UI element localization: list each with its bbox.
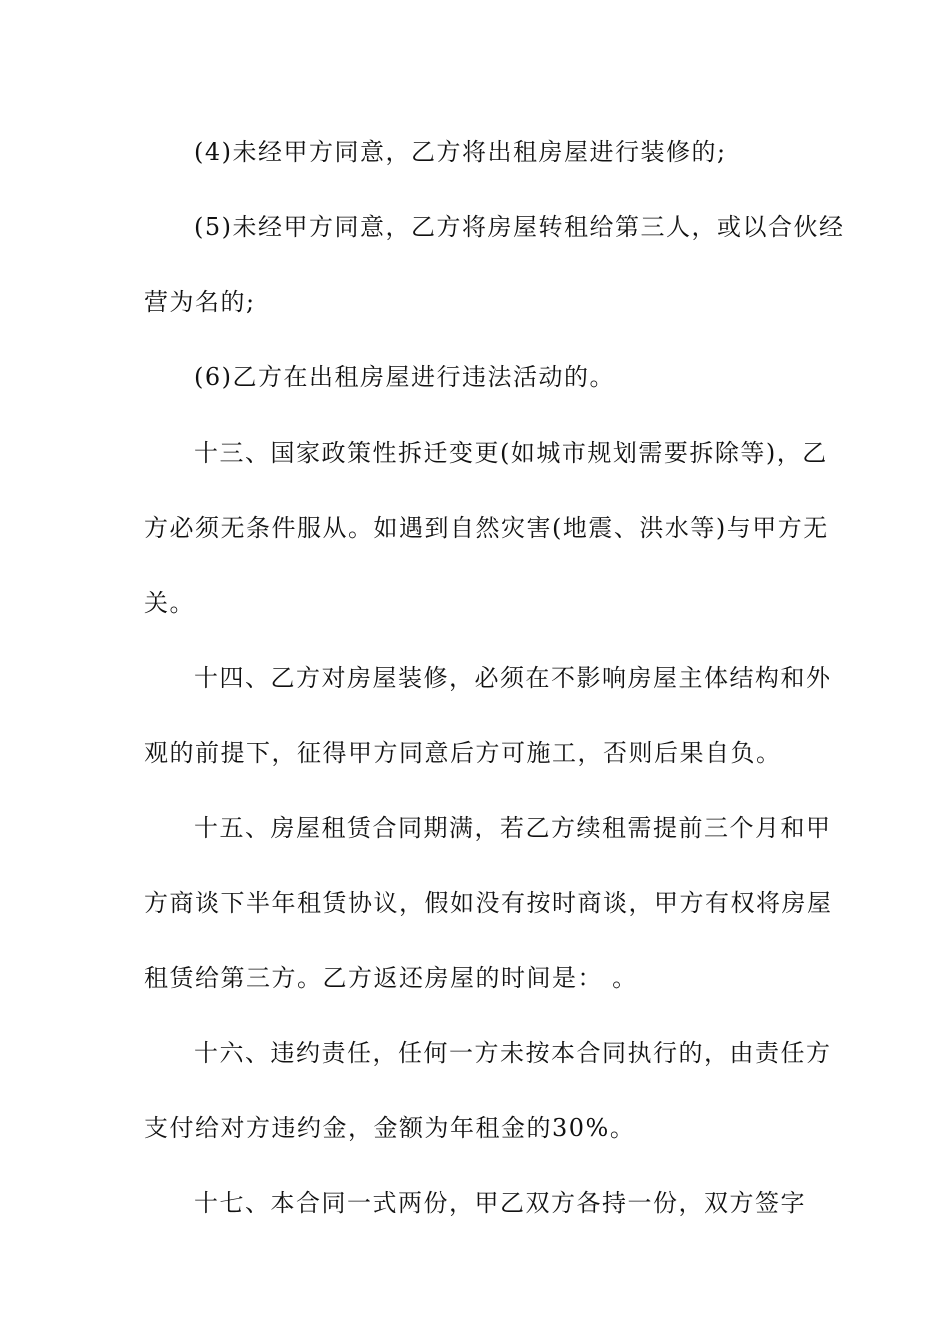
- clause-item-4: (4)未经甲方同意，乙方将出租房屋进行装修的;: [194, 138, 727, 166]
- clause-15-line-2: 方商谈下半年租赁协议，假如没有按时商谈，甲方有权将房屋: [144, 889, 833, 917]
- clause-14-line-2: 观的前提下，征得甲方同意后方可施工，否则后果自负。: [144, 739, 782, 767]
- clause-item-6: (6)乙方在出租房屋进行违法活动的。: [194, 363, 615, 391]
- clause-16-line-1: 十六、违约责任，任何一方未按本合同执行的，由责任方: [194, 1039, 832, 1067]
- clause-13-line-2: 方必须无条件服从。如遇到自然灾害(地震、洪水等)与甲方无: [144, 514, 829, 542]
- clause-item-5-line-2: 营为名的;: [144, 288, 256, 316]
- clause-13-line-1: 十三、国家政策性拆迁变更(如城市规划需要拆除等)，乙: [194, 439, 828, 467]
- clause-15-line-1: 十五、房屋租赁合同期满，若乙方续租需提前三个月和甲: [194, 814, 832, 842]
- clause-14-line-1: 十四、乙方对房屋装修，必须在不影响房屋主体结构和外: [194, 664, 832, 692]
- clause-17-line-1: 十七、本合同一式两份，甲乙双方各持一份，双方签字: [194, 1189, 806, 1217]
- clause-16-line-2: 支付给对方违约金，金额为年租金的30%。: [144, 1114, 636, 1142]
- clause-item-5-line-1: (5)未经甲方同意，乙方将房屋转租给第三人，或以合伙经: [194, 213, 845, 241]
- clause-13-line-3: 关。: [144, 589, 195, 617]
- clause-15-line-3: 租赁给第三方。乙方返还房屋的时间是： 。: [144, 964, 638, 992]
